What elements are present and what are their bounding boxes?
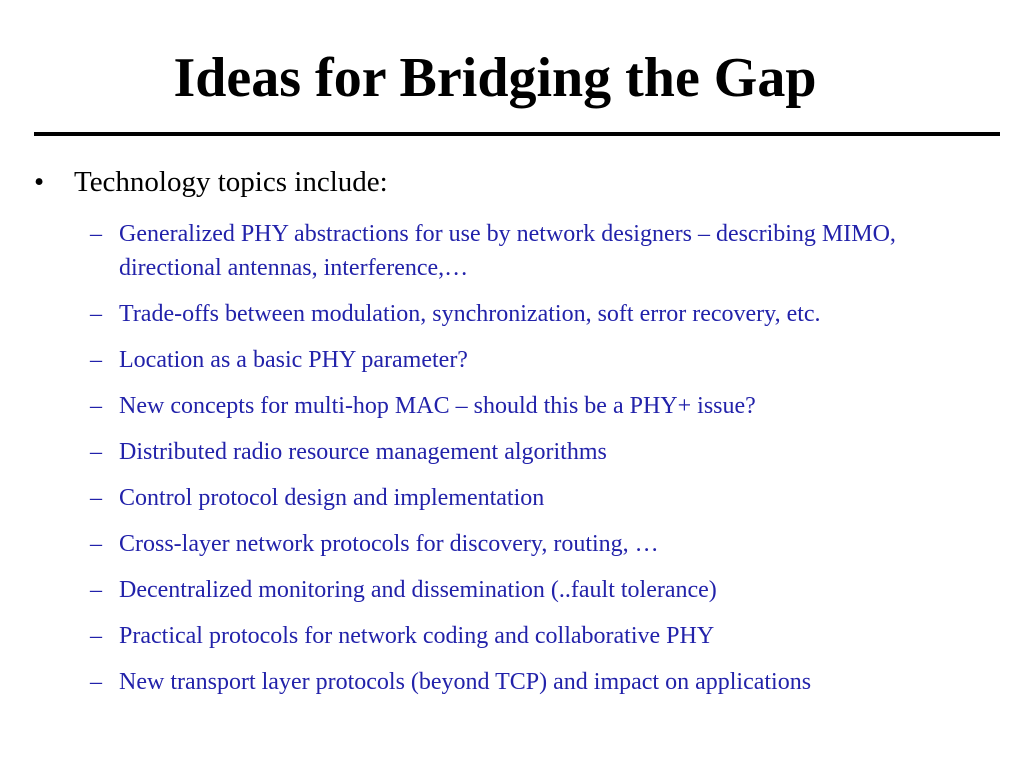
sub-bullet-text: Generalized PHY abstractions for use by network designers – describing MIMO, directional antennas, interference,… — [119, 221, 896, 281]
sub-bullet-text: Decentralized monitoring and dissemination (..fault tolerance) — [119, 577, 717, 603]
dash-marker: – — [90, 577, 102, 603]
sub-bullet-text: New concepts for multi-hop MAC – should this be a PHY+ issue? — [119, 393, 756, 419]
dash-marker: – — [90, 221, 102, 247]
bullet-marker: • — [34, 166, 45, 198]
sub-bullet-text: Practical protocols for network coding and collaborative PHY — [119, 623, 715, 649]
dash-marker: – — [90, 347, 102, 373]
dash-marker: – — [90, 393, 102, 419]
sub-bullet-text: Control protocol design and implementation — [119, 485, 545, 511]
sub-bullet-text: Location as a basic PHY parameter? — [119, 347, 468, 373]
sub-bullet-text: Distributed radio resource management algorithms — [119, 439, 607, 465]
main-bullet-text: Technology topics include: — [74, 166, 388, 198]
dash-marker: – — [90, 301, 102, 327]
dash-marker: – — [90, 623, 102, 649]
slide-title: Ideas for Bridging the Gap — [173, 47, 817, 109]
sub-bullet-item — [90, 665, 970, 699]
sub-bullet-list — [90, 217, 970, 711]
sub-bullet-item — [90, 573, 970, 607]
dash-marker: – — [90, 531, 102, 557]
main-bullet — [34, 165, 388, 200]
sub-bullet-item — [90, 217, 970, 285]
sub-bullet-item — [90, 527, 970, 561]
dash-marker: – — [90, 439, 102, 465]
title-divider — [34, 132, 1000, 136]
sub-bullet-item — [90, 343, 970, 377]
sub-bullet-item — [90, 481, 970, 515]
sub-bullet-item — [90, 435, 970, 469]
sub-bullet-text: New transport layer protocols (beyond TCP) and impact on applications — [119, 669, 812, 695]
dash-marker: – — [90, 669, 102, 695]
sub-bullet-item — [90, 389, 970, 423]
dash-marker: – — [90, 485, 102, 511]
sub-bullet-item — [90, 619, 970, 653]
sub-bullet-text: Cross-layer network protocols for discovery, routing, … — [119, 531, 659, 557]
sub-bullet-item — [90, 297, 970, 331]
sub-bullet-text: Trade-offs between modulation, synchronization, soft error recovery, etc. — [119, 301, 821, 327]
